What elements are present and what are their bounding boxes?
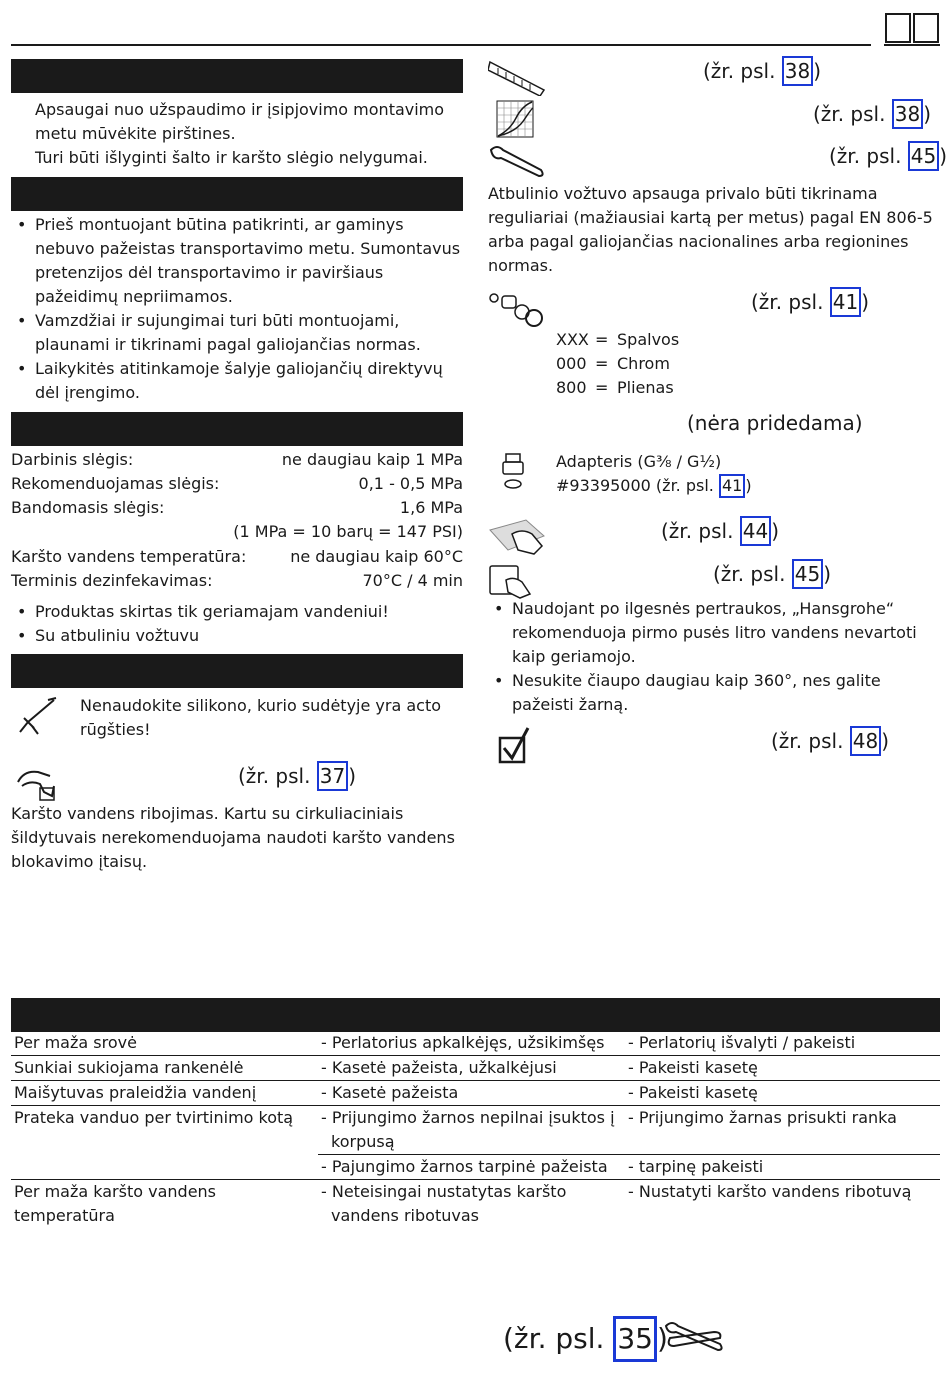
tech-row: Rekomenduojamas slėgis: 0,1 - 0,5 MPa <box>11 474 463 493</box>
list-item: • Nesukite čiaupo daugiau kaip 360°, nes galite pažeisti žarną. <box>488 669 928 717</box>
ruler-icon <box>488 58 546 96</box>
hot-water-line-3: blokavimo įtaisų. <box>11 852 148 871</box>
page-link-37[interactable]: 37 <box>317 761 348 791</box>
flow-diagram-icon <box>496 100 534 138</box>
footer-page-ref: (žr. psl. 35 ) <box>503 1316 668 1362</box>
table-row: Prateka vanduo per tvirtinimo kotą - Prijungimo žarnos nepilnai įsuktos į korpusą - Prijungimo žarnas prisukti ranka <box>11 1106 940 1155</box>
backflow-line-1: Atbulinio vožtuvo apsauga privalo būti tikrinama <box>488 184 878 203</box>
page-link-38[interactable]: 38 <box>782 56 813 86</box>
not-included-label: (nėra pridedama) <box>687 411 863 435</box>
silicone-gun-icon <box>14 696 58 736</box>
page-link-35[interactable]: 35 <box>613 1316 657 1362</box>
safety-line-3: Turi būti išlyginti šalto ir karšto slėgio nelygumai. <box>35 148 428 167</box>
section-bar-safety <box>11 59 463 93</box>
section-bar-troubleshooting <box>11 998 940 1032</box>
adapter-line-2: #93395000 (žr. psl. 41 ) <box>556 474 752 498</box>
section-bar-technical-data <box>11 412 463 446</box>
list-item: • Prieš montuojant būtina patikrinti, ar gaminys nebuvo pažeistas transportavimo metu. Sumontavus pretenzijos dėl transportavimo ir paviršiaus pažeidimų nepriimamos. <box>11 213 463 309</box>
tech-bullets <box>11 600 463 648</box>
list-item: • Naudojant po ilgesnės pertraukos, „Hansgrohe“ rekomenduoja pirmo pusės litro vandens nevartoti kaip geriamojo. <box>488 597 928 669</box>
backflow-line-2: reguliariai (mažiausiai kartą per metus) pagal EN 806-5 <box>488 208 933 227</box>
section-bar-installation <box>11 177 463 211</box>
safety-line-1: Apsaugai nuo užspaudimo ir įsipjovimo montavimo <box>35 100 445 119</box>
safety-line-2: metu mūvėkite pirštines. <box>35 124 236 143</box>
operation-hand-icon <box>488 560 536 600</box>
backflow-line-3: arba pagal galiojančias nacionalines arba regionines <box>488 232 909 251</box>
page-ref-45a: (žr. psl. 45 ) <box>829 141 947 171</box>
cleaning-hand-icon <box>488 516 546 556</box>
tech-row: Karšto vandens temperatūra: ne daugiau kaip 60°C <box>11 547 463 566</box>
page-link-41[interactable]: 41 <box>719 474 745 498</box>
list-item: • Su atbuliniu vožtuvu <box>11 624 463 648</box>
header-rule <box>11 44 871 46</box>
table-row: Maišytuvas praleidžia vandenį - Kasetė pažeista - Pakeisti kasetę <box>11 1081 940 1106</box>
adapter-icon <box>500 452 526 492</box>
hot-water-line-2: šildytuvais nerekomenduojama naudoti karšto vandens <box>11 828 455 847</box>
page-link-45[interactable]: 45 <box>792 559 823 589</box>
page-link-41[interactable]: 41 <box>830 287 861 317</box>
wrench-icon <box>487 144 545 180</box>
installation-bullets <box>11 213 463 405</box>
manual-book-icon <box>884 12 940 48</box>
page-ref-38a: (žr. psl. 38 ) <box>703 56 821 86</box>
color-name: Chrom <box>617 354 670 373</box>
usage-bullets <box>488 597 928 717</box>
list-item: • Vamzdžiai ir sujungimai turi būti montuojami, plaunami ir tikrinami pagal galiojančias normas. <box>11 309 463 357</box>
page-ref-37: (žr. psl. 37 ) <box>238 761 356 791</box>
page-link-38[interactable]: 38 <box>892 99 923 129</box>
table-row: Per maža srovė - Perlatorius apkalkėjęs, užsikimšęs - Perlatorių išvalyti / pakeisti <box>11 1031 940 1056</box>
tech-row: (1 MPa = 10 barų = 147 PSI) <box>233 522 463 541</box>
section-bar-symbols <box>11 654 463 688</box>
color-eq: = <box>595 354 609 373</box>
hot-water-hand-icon <box>14 762 58 802</box>
checkbox-icon <box>498 726 530 766</box>
color-code: XXX <box>556 330 589 349</box>
tech-row: Terminis dezinfekavimas: 70°C / 4 min <box>11 571 463 590</box>
list-item: • Produktas skirtas tik geriamajam vandeniui! <box>11 600 463 624</box>
list-item: • Laikykitės atitinkamoje šalyje galiojančių direktyvų dėl įrengimo. <box>11 357 463 405</box>
wrenches-icon <box>664 1318 724 1358</box>
color-name: Plienas <box>617 378 674 397</box>
color-eq: = <box>595 330 609 349</box>
page-link-48[interactable]: 48 <box>850 726 881 756</box>
tech-row: Darbinis slėgis: ne daugiau kaip 1 MPa <box>11 450 463 469</box>
troubleshooting-table <box>11 1031 940 1228</box>
color-name: Spalvos <box>617 330 680 349</box>
page-ref-48: (žr. psl. 48 ) <box>771 726 889 756</box>
page-ref-45b: (žr. psl. 45 ) <box>713 559 831 589</box>
hot-water-line-1: Karšto vandens ribojimas. Kartu su cirkuliaciniais <box>11 804 404 823</box>
page-link-45[interactable]: 45 <box>908 141 939 171</box>
color-code: 800 <box>556 378 587 397</box>
color-code: 000 <box>556 354 587 373</box>
page-ref-38b: (žr. psl. 38 ) <box>813 99 931 129</box>
table-row: Per maža karšto vandens temperatūra - Neteisingai nustatytas karšto vandens ribotuvas - Nustatyti karšto vandens ribotuvą <box>14 1182 912 1225</box>
table-row: Sunkiai sukiojama rankenėlė - Kasetė pažeista, užkalkėjusi - Pakeisti kasetę <box>11 1056 940 1081</box>
table-row: - Pajungimo žarnos tarpinė pažeista - tarpinę pakeisti <box>11 1155 940 1180</box>
spare-parts-icon <box>488 290 544 328</box>
color-eq: = <box>595 378 609 397</box>
page-ref-44: (žr. psl. 44 ) <box>661 516 779 546</box>
page-link-44[interactable]: 44 <box>740 516 771 546</box>
silicone-line-1: Nenaudokite silikono, kurio sudėtyje yra acto <box>80 696 442 715</box>
backflow-line-4: normas. <box>488 256 554 275</box>
adapter-line-1: Adapteris (G⅜ / G½) <box>556 452 722 471</box>
tech-row: Bandomasis slėgis: 1,6 MPa <box>11 498 463 517</box>
silicone-line-2: rūgšties! <box>80 720 151 739</box>
page-ref-41: (žr. psl. 41 ) <box>751 287 869 317</box>
